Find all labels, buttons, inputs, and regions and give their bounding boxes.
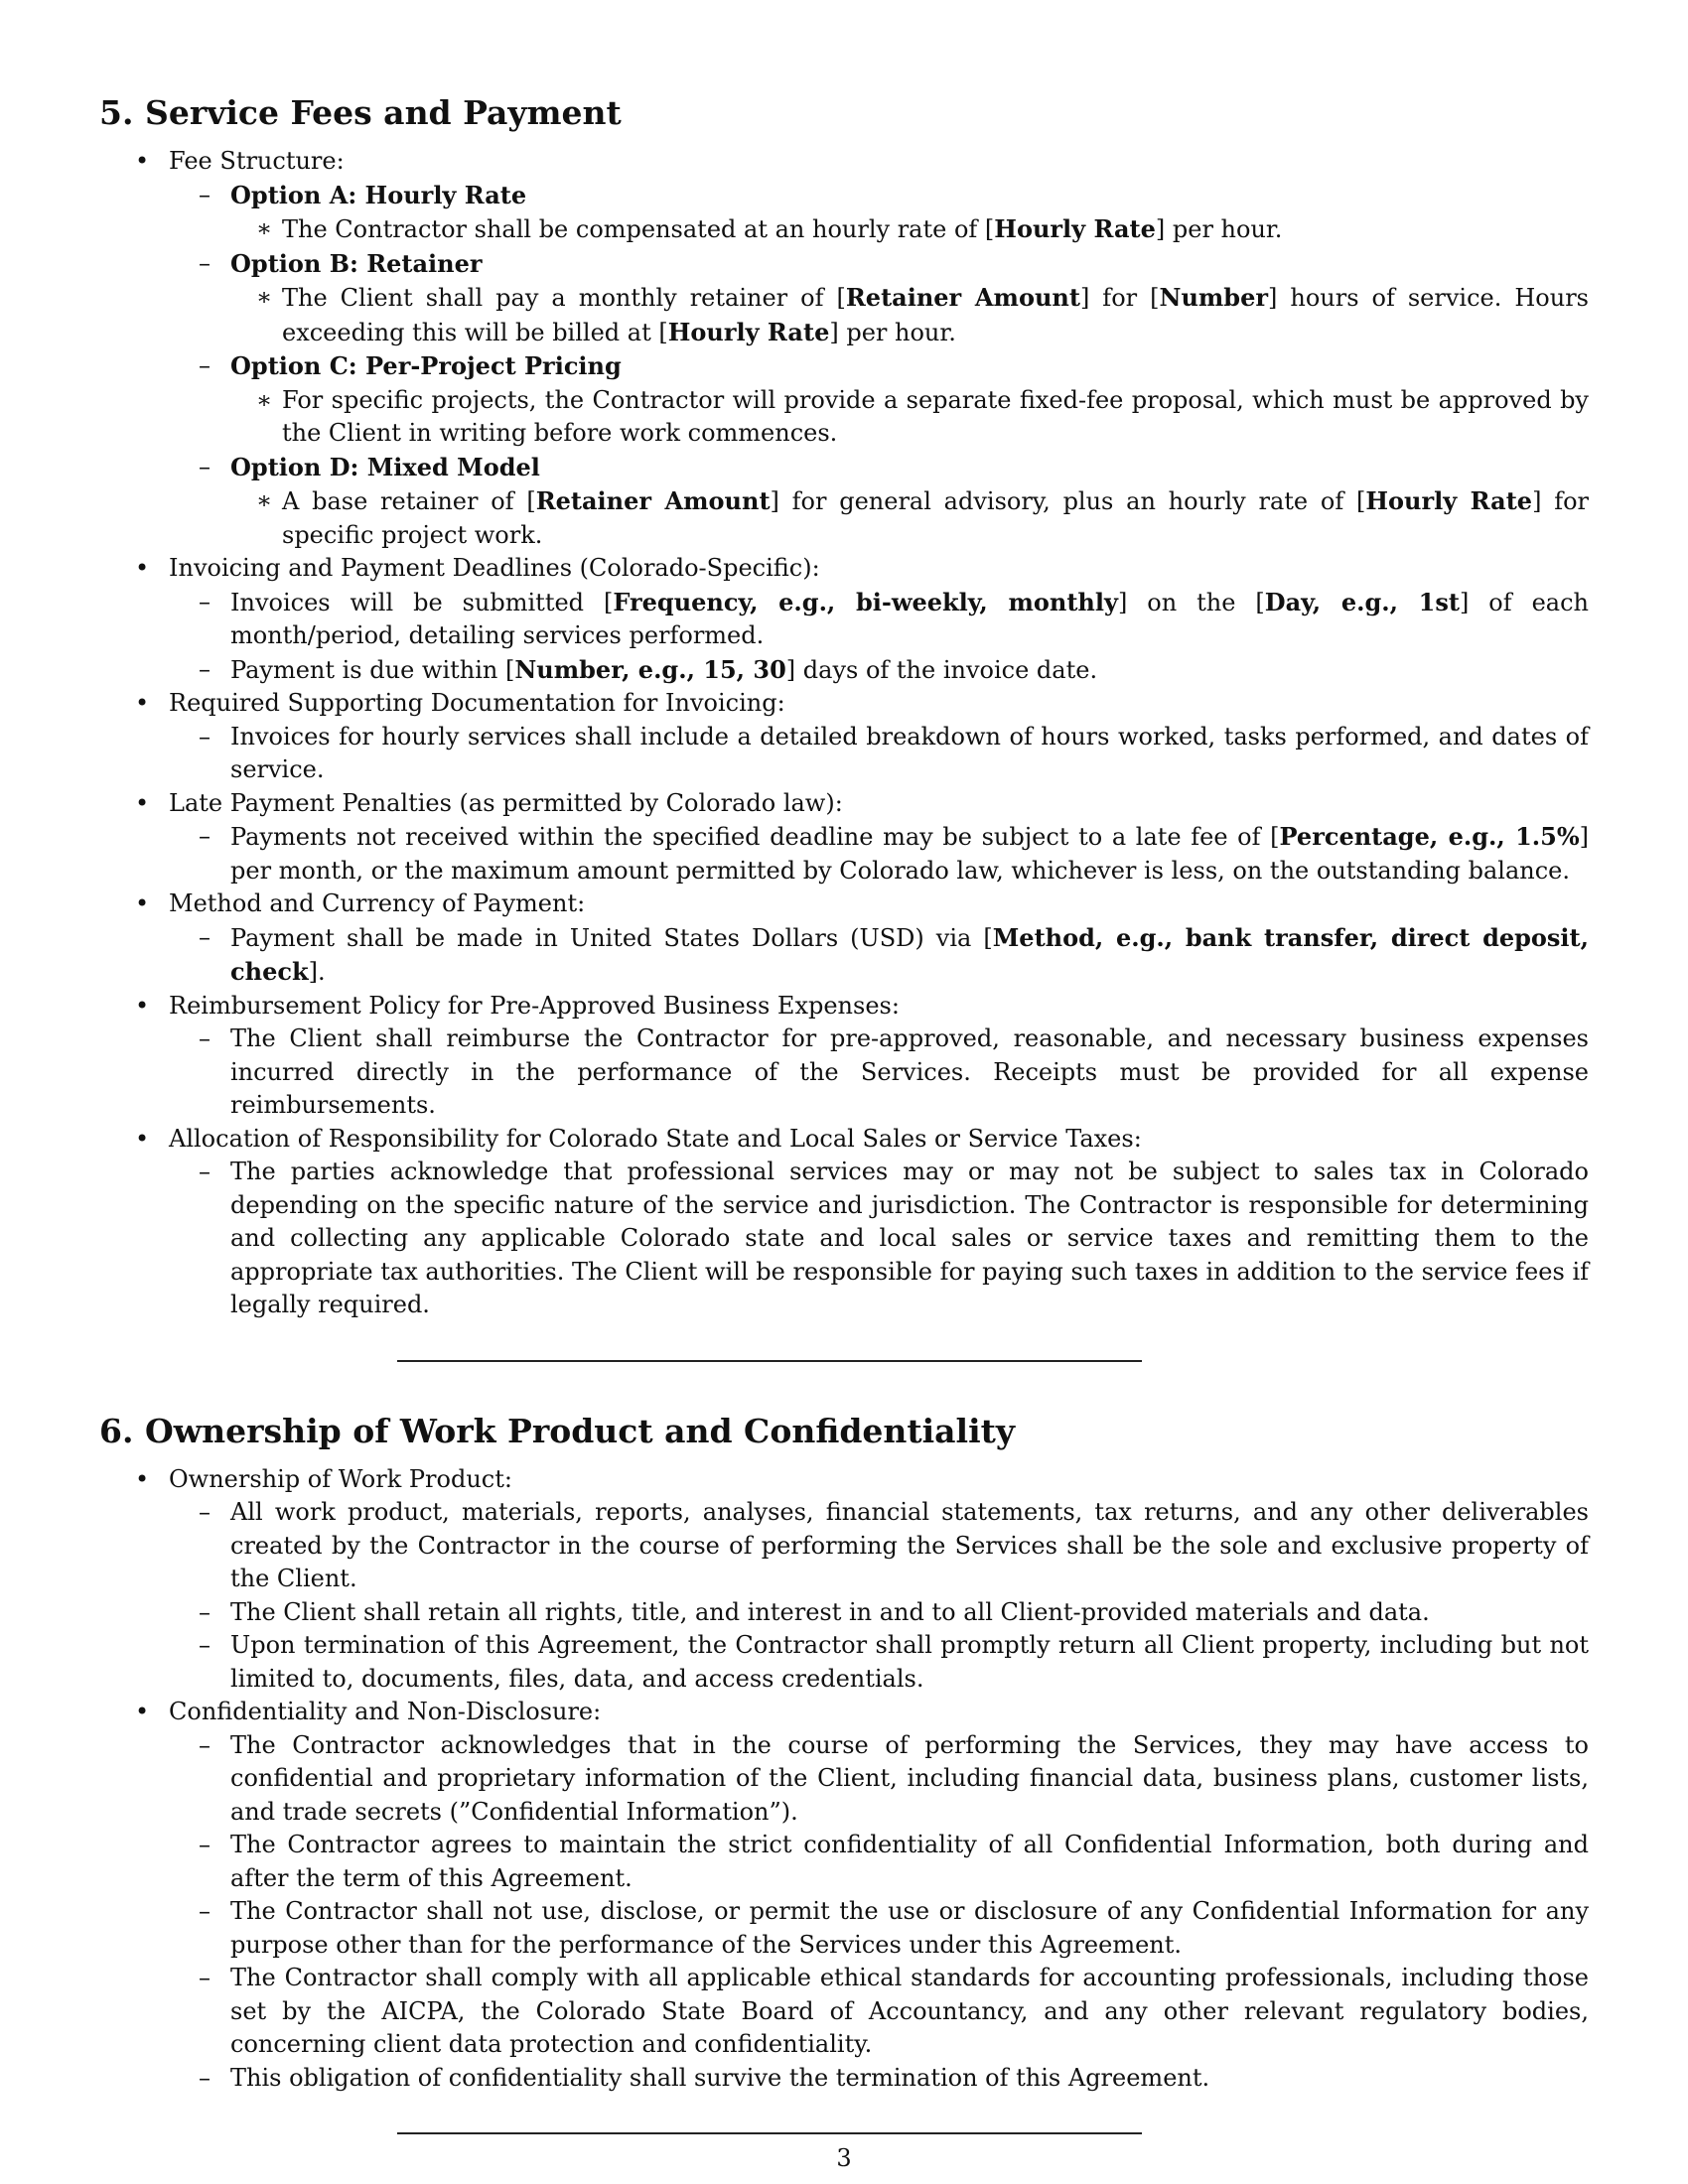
option-b-details xyxy=(230,281,1589,349)
late-payment-text xyxy=(169,820,1589,887)
section-divider xyxy=(397,1360,1142,1362)
reimbursement-text xyxy=(169,1023,1589,1123)
late-payment-details xyxy=(169,820,1589,887)
dash-icon: – xyxy=(199,722,211,751)
option-a-details xyxy=(230,212,1589,247)
item-label: Method and Currency of Payment: xyxy=(169,889,586,917)
bullet-icon: • xyxy=(135,991,150,1020)
item-label: Ownership of Work Product: xyxy=(169,1464,512,1493)
text-run: ] days of the invoice date. xyxy=(785,655,1098,684)
list-item-ownership xyxy=(99,1463,1589,1697)
dash-icon: – xyxy=(199,1024,211,1052)
bullet-icon: • xyxy=(135,889,150,917)
text-run: ] hours of service. Hours exceeding this will be billed at [ xyxy=(282,284,1589,346)
dash-icon: – xyxy=(199,2063,211,2092)
dash-icon: – xyxy=(199,654,211,683)
dash-icon: – xyxy=(199,1498,211,1526)
text-run: The Contractor shall be compensated at an hourly rate of [ xyxy=(282,215,995,243)
text-run: Invoices will be submitted [ xyxy=(230,588,614,616)
text-run: ] for general advisory, plus an hourly rate of [ xyxy=(770,487,1366,515)
ownership-item xyxy=(169,1596,1589,1630)
text-run: The Contractor shall not use, disclose, or permit the use or disclosure of any Confidential Information for any purpose other than for the performance of the Services under this Agreement. xyxy=(230,1897,1589,1959)
list-item-taxes xyxy=(99,1123,1589,1322)
placeholder: Frequency, e.g., bi-weekly, monthly xyxy=(613,587,1118,616)
dash-icon: – xyxy=(199,1631,211,1659)
confidentiality-item xyxy=(169,1895,1589,1962)
taxes-details xyxy=(169,1156,1589,1322)
option-c xyxy=(169,349,1589,451)
invoicing-due xyxy=(169,653,1589,688)
ownership-details xyxy=(169,1496,1589,1696)
text-run: ] of each month/period, detailing services performed. xyxy=(230,588,1589,649)
dash-icon: – xyxy=(199,587,211,615)
text-run: ]. xyxy=(308,958,326,986)
invoicing-details xyxy=(169,586,1589,688)
bullet-icon: • xyxy=(135,1124,150,1153)
text-run: Payments not received within the specified deadline may be subject to a late fee of [ xyxy=(230,823,1280,851)
list-item-confidentiality xyxy=(99,1696,1589,2095)
taxes-text xyxy=(169,1156,1589,1322)
list-item-invoicing xyxy=(99,552,1589,687)
text-run: The Client shall reimburse the Contractor for pre-approved, reasonable, and necessary business expenses incurred directly in the performance of the Services. Receipts must be provided for all expense reimbursements. xyxy=(230,1024,1589,1119)
option-label: Option A: Hourly Rate xyxy=(230,180,527,209)
item-label: Late Payment Penalties (as permitted by Colorado law): xyxy=(169,788,843,817)
placeholder: Number xyxy=(1159,283,1268,312)
text-run: Upon termination of this Agreement, the Contractor shall promptly return all Client property, including but not limited to, documents, files, data, and access credentials. xyxy=(230,1631,1589,1693)
reimbursement-details xyxy=(169,1023,1589,1123)
ownership-item xyxy=(169,1629,1589,1696)
text-run: ] per hour. xyxy=(1155,215,1283,243)
text-run: ] for [ xyxy=(1079,284,1160,312)
list-item-reimbursement xyxy=(99,990,1589,1123)
text-run: Payment is due within [ xyxy=(230,655,515,684)
option-b xyxy=(169,247,1589,350)
bullet-icon: • xyxy=(135,554,150,582)
section-number: 6. xyxy=(99,1411,134,1450)
text-run: ] on the [ xyxy=(1117,588,1265,616)
asterisk-icon: ∗ xyxy=(255,214,273,242)
dash-icon: – xyxy=(199,1897,211,1925)
asterisk-icon: ∗ xyxy=(255,486,273,514)
confidentiality-item xyxy=(169,1729,1589,1830)
invoicing-frequency xyxy=(169,586,1589,653)
placeholder: Retainer Amount xyxy=(535,486,771,515)
documentation-text xyxy=(169,721,1589,787)
fee-options-list xyxy=(169,179,1589,553)
section-5-list xyxy=(99,145,1589,1322)
option-label: Option C: Per-Project Pricing xyxy=(230,351,622,380)
method-text xyxy=(169,921,1589,990)
section-heading xyxy=(99,1410,1589,1453)
text-run: Payment shall be made in United States Dollars (USD) via [ xyxy=(230,923,993,952)
text-run: Invoices for hourly services shall include a detailed breakdown of hours worked, tasks performed, and dates of service. xyxy=(230,722,1589,783)
dash-icon: – xyxy=(199,452,211,480)
bullet-icon: • xyxy=(135,1464,150,1493)
placeholder: Hourly Rate xyxy=(994,214,1156,243)
text-run: The Contractor agrees to maintain the strict confidentiality of all Confidential Information, both during and after the term of this Agreement. xyxy=(230,1831,1589,1892)
dash-icon: – xyxy=(199,351,211,379)
dash-icon: – xyxy=(199,1964,211,1991)
item-label: Reimbursement Policy for Pre-Approved Business Expenses: xyxy=(169,991,900,1020)
placeholder: Method, e.g., bank transfer, direct deposit, check xyxy=(230,922,1589,986)
confidentiality-item xyxy=(169,1829,1589,1895)
section-divider xyxy=(397,2132,1142,2134)
text-run: ] per hour. xyxy=(829,318,956,346)
text-run: The Contractor acknowledges that in the course of performing the Services, they may have access to confidential and proprietary information of the Client, including financial data, business plans, customer lists, and trade secrets (”Confidential Information”). xyxy=(230,1730,1589,1826)
text-run: This obligation of confidentiality shall survive the termination of this Agreement. xyxy=(230,2063,1210,2092)
bullet-icon: • xyxy=(135,689,150,717)
list-item-documentation xyxy=(99,687,1589,787)
option-b-text xyxy=(230,281,1589,349)
text-run: A base retainer of [ xyxy=(282,487,536,515)
option-c-text xyxy=(230,384,1589,451)
item-label: Allocation of Responsibility for Colorado State and Local Sales or Service Taxes: xyxy=(169,1124,1142,1153)
text-run: ] per month, or the maximum amount permitted by Colorado law, whichever is less, on the outstanding balance. xyxy=(230,823,1589,885)
section-service-fees xyxy=(99,91,1589,1362)
bullet-icon: • xyxy=(135,788,150,817)
text-run: The Client shall pay a monthly retainer of [ xyxy=(282,284,846,312)
placeholder: Hourly Rate xyxy=(667,317,830,346)
dash-icon: – xyxy=(199,1597,211,1626)
option-d-details xyxy=(230,484,1589,552)
section-6-list xyxy=(99,1463,1589,2096)
section-title: Ownership of Work Product and Confidentiality xyxy=(145,1411,1016,1450)
dash-icon: – xyxy=(199,1831,211,1858)
item-label: Fee Structure: xyxy=(169,147,345,175)
option-d-text xyxy=(230,484,1589,552)
placeholder: Day, e.g., 1st xyxy=(1264,587,1460,616)
dash-icon: – xyxy=(199,180,211,208)
bullet-icon: • xyxy=(135,1698,150,1725)
item-label: Invoicing and Payment Deadlines (Colorado-Specific): xyxy=(169,554,820,582)
option-label: Option B: Retainer xyxy=(230,248,483,278)
dash-icon: – xyxy=(199,248,211,277)
text-run: ] for specific project work. xyxy=(282,487,1590,549)
dash-icon: – xyxy=(199,822,211,850)
ownership-item xyxy=(169,1496,1589,1596)
placeholder: Retainer Amount xyxy=(845,283,1080,312)
list-item-method xyxy=(99,887,1589,990)
section-number: 5. xyxy=(99,93,134,132)
item-label: Required Supporting Documentation for Invoicing: xyxy=(169,689,785,717)
dash-icon: – xyxy=(199,1730,211,1759)
section-title: Service Fees and Payment xyxy=(145,93,622,132)
text-run: All work product, materials, reports, analyses, financial statements, tax returns, and any other deliverables created by the Contractor in the course of performing the Services shall be the sole and exclusive property of the Client. xyxy=(230,1498,1589,1592)
list-item-late-payment xyxy=(99,787,1589,888)
placeholder: Number, e.g., 15, 30 xyxy=(514,654,786,684)
option-label: Option D: Mixed Model xyxy=(230,452,540,481)
placeholder: Hourly Rate xyxy=(1365,486,1533,515)
page-number: 3 xyxy=(836,2144,852,2172)
dash-icon: – xyxy=(199,1158,211,1185)
option-c-details xyxy=(230,384,1589,451)
method-details xyxy=(169,921,1589,990)
confidentiality-item xyxy=(169,1962,1589,2062)
section-heading xyxy=(99,91,1589,135)
list-item-fee-structure xyxy=(99,145,1589,552)
item-label: Confidentiality and Non-Disclosure: xyxy=(169,1698,602,1725)
section-ownership-confidentiality xyxy=(99,1410,1589,2135)
documentation-details xyxy=(169,721,1589,787)
bullet-icon: • xyxy=(135,147,150,175)
text-run: The parties acknowledge that professional services may or may not be subject to sales tax in Colorado depending on the specific nature of the service and jurisdiction. The Contractor is responsible for determining and collecting any applicable Colorado state and local sales or service taxes and remitting them to the appropriate tax authorities. The Client will be responsible for paying such taxes in addition to the service fees if legally required. xyxy=(230,1158,1589,1318)
asterisk-icon: ∗ xyxy=(255,385,273,414)
confidentiality-details xyxy=(169,1729,1589,2096)
option-a xyxy=(169,179,1589,247)
page-content xyxy=(99,91,1589,2134)
text-run: The Contractor shall comply with all applicable ethical standards for accounting professionals, including those set by the AICPA, the Colorado State Board of Accountancy, and any other relevant regulatory bodies, concerning client data protection and confidentiality. xyxy=(230,1964,1589,2058)
confidentiality-item xyxy=(169,2062,1589,2096)
option-a-text xyxy=(230,212,1589,247)
placeholder: Percentage, e.g., 1.5% xyxy=(1279,822,1580,851)
asterisk-icon: ∗ xyxy=(255,283,273,311)
text-run: For specific projects, the Contractor will provide a separate fixed-fee proposal, which must be approved by the Client in writing before work commences. xyxy=(282,385,1589,447)
dash-icon: – xyxy=(199,922,211,951)
option-d xyxy=(169,451,1589,553)
text-run: The Client shall retain all rights, title, and interest in and to all Client-provided materials and data. xyxy=(230,1597,1430,1626)
